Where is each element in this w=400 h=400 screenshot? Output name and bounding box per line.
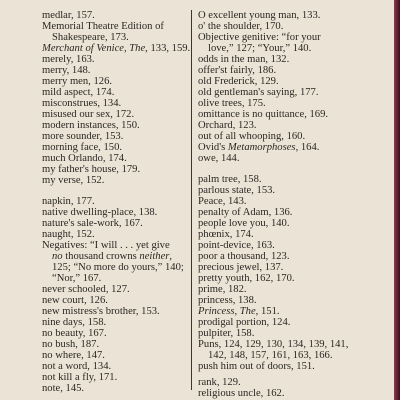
index-entry: pretty youth, 162, 170. (198, 273, 295, 284)
index-entry: penalty of Adam, 136. (198, 207, 293, 218)
index-entry: merely, 163. (42, 54, 95, 65)
index-entry: misconstrues, 134. (42, 98, 122, 109)
index-entry: pulpiter, 158. (198, 328, 255, 339)
index-entry: o' the shoulder, 170. (198, 21, 284, 32)
index-entry: misused our sex, 172. (42, 109, 135, 120)
index-entry: napkin, 177. (42, 196, 95, 207)
index-entry: owe, 144. (198, 153, 240, 164)
index-entry: Memorial Theatre Edition of (42, 21, 164, 32)
index-entry: point-device, 163. (198, 240, 275, 251)
index-entry: offer'st fairly, 186. (198, 65, 277, 76)
index-entry: Princess, The, 151. (198, 306, 280, 317)
index-entry-continuation: no thousand crowns neither, (52, 251, 173, 262)
index-entry: new mistress's brother, 153. (42, 306, 160, 317)
index-entry: naught, 152. (42, 229, 95, 240)
index-entry: phœnix, 174. (198, 229, 254, 240)
index-entry: prime, 182. (198, 284, 247, 295)
index-entry: note, 145. (42, 383, 85, 394)
index-entry: old gentleman's saying, 177. (198, 87, 319, 98)
index-entry: religious uncle, 162. (198, 388, 285, 399)
index-entry: precious jewel, 137. (198, 262, 284, 273)
index-entry-continuation: 142, 148, 157, 161, 163, 166. (208, 350, 333, 361)
index-entry: morning face, 150. (42, 142, 123, 153)
index-entry: rank, 129. (198, 377, 241, 388)
index-entry-continuation: love,” 127; “Your,” 140. (208, 43, 312, 54)
index-entry: prodigal portion, 124. (198, 317, 291, 328)
index-entry: merry men, 126. (42, 76, 113, 87)
index-entry: my father's house, 179. (42, 164, 141, 175)
index-entry: O excellent young man, 133. (198, 10, 321, 21)
index-entry: people love you, 140. (198, 218, 290, 229)
index-entry: Objective genitive: “for your (198, 32, 321, 43)
book-cover-edge (394, 0, 400, 400)
index-entry: more sounder, 153. (42, 131, 124, 142)
index-entry: never schooled, 127. (42, 284, 130, 295)
index-entry: nine days, 158. (42, 317, 107, 328)
index-entry: out of all whooping, 160. (198, 131, 306, 142)
index-entry: Orchard, 123. (198, 120, 257, 131)
column-divider (191, 10, 192, 390)
index-entry-continuation: 125; “No more do yours,” 140; (52, 262, 184, 273)
index-entry: push him out of doors, 151. (198, 361, 315, 372)
index-entry: native dwelling-place, 138. (42, 207, 158, 218)
index-entry: no beauty, 167. (42, 328, 107, 339)
index-entry: not kill a fly, 171. (42, 372, 118, 383)
index-entry: Ovid's Metamorphoses, 164. (198, 142, 320, 153)
index-entry: omittance is no quittance, 169. (198, 109, 329, 120)
index-entry: Negatives: “I will . . . yet give (42, 240, 170, 251)
index-entry: not a word, 134. (42, 361, 112, 372)
index-entry: olive trees, 175. (198, 98, 266, 109)
index-entry-continuation: “Nor,” 167. (52, 273, 102, 284)
index-entry-continuation: Shakespeare, 173. (52, 32, 129, 43)
index-entry: Merchant of Venice, The, 133, 159. (42, 43, 191, 54)
index-entry: much Orlando, 174. (42, 153, 127, 164)
index-entry: parlous state, 153. (198, 185, 276, 196)
index-entry: Puns, 124, 129, 130, 134, 139, 141, (198, 339, 349, 350)
index-entry: merry, 148. (42, 65, 91, 76)
index-entry: Peace, 143. (198, 196, 247, 207)
index-entry: no where, 147. (42, 350, 105, 361)
index-entry: odds in the man, 132. (198, 54, 290, 65)
index-entry: my verse, 152. (42, 175, 105, 186)
index-entry: mild aspect, 174. (42, 87, 115, 98)
index-entry: old Frederick, 129. (198, 76, 279, 87)
index-entry: nature's sale-work, 167. (42, 218, 143, 229)
index-entry: modern instances, 150. (42, 120, 140, 131)
index-entry: poor a thousand, 123. (198, 251, 290, 262)
index-entry: no bush, 187. (42, 339, 100, 350)
index-entry: princess, 138. (198, 295, 257, 306)
index-entry: new court, 126. (42, 295, 108, 306)
index-entry: medlar, 157. (42, 10, 95, 21)
index-entry: palm tree, 158. (198, 174, 262, 185)
